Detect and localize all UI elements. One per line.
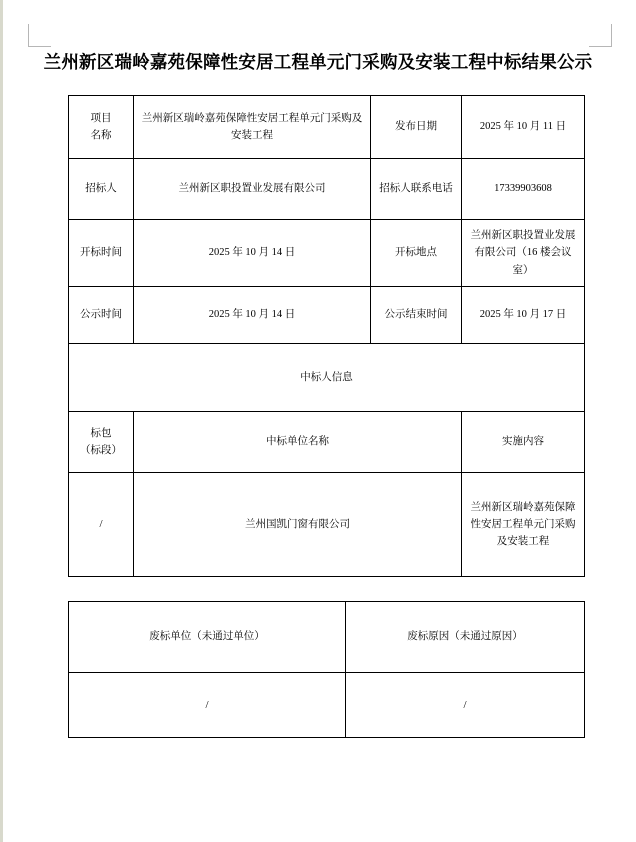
table-row-tenderer <box>69 159 585 220</box>
margin-corner-mark-top-left <box>28 24 51 47</box>
cell-reject-unit-header: 废标单位（未通过单位） <box>69 602 346 673</box>
table-row-winner-subheaders <box>69 412 585 473</box>
project-label-line2: 名称 <box>90 130 112 141</box>
cell-reject-unit-value: / <box>69 673 346 738</box>
table-row-project <box>69 96 585 159</box>
page-edge-strip <box>0 0 3 842</box>
cell-winner-section-title: 中标人信息 <box>69 344 585 412</box>
cell-project-value: 兰州新区瑞岭嘉苑保障性安居工程单元门采购及安装工程 <box>134 96 371 159</box>
page-title: 兰州新区瑞岭嘉苑保障性安居工程单元门采购及安装工程中标结果公示 <box>43 52 593 72</box>
cell-bid-open-place-value: 兰州新区职投置业发展有限公司（16 楼会议室） <box>462 220 585 287</box>
bid-result-table <box>68 95 585 577</box>
package-header-line2: （标段） <box>80 445 122 456</box>
table-row-reject-values <box>69 673 585 738</box>
cell-tenderer-label: 招标人 <box>69 159 134 220</box>
cell-reject-reason-header: 废标原因（未通过原因） <box>346 602 585 673</box>
cell-project-label <box>69 96 134 159</box>
cell-bid-open-time-label: 开标时间 <box>69 220 134 287</box>
cell-publish-date-value: 2025 年 10 月 11 日 <box>462 96 585 159</box>
cell-publicity-start-value: 2025 年 10 月 14 日 <box>134 287 371 344</box>
cell-bid-open-time-value: 2025 年 10 月 14 日 <box>134 220 371 287</box>
cell-bid-open-place-label: 开标地点 <box>371 220 462 287</box>
package-header-line1: 标包 <box>90 427 112 439</box>
cell-tenderer-phone-label: 招标人联系电话 <box>371 159 462 220</box>
cell-publicity-start-label: 公示时间 <box>69 287 134 344</box>
rejected-bid-table <box>68 601 585 738</box>
project-label-line1: 项目 <box>90 112 112 124</box>
cell-winner-unit-name: 兰州国凯门窗有限公司 <box>134 473 462 577</box>
cell-publish-date-label: 发布日期 <box>371 96 462 159</box>
table-row-winner-section-title <box>69 344 585 412</box>
cell-unit-name-header: 中标单位名称 <box>134 412 462 473</box>
cell-publicity-end-label: 公示结束时间 <box>371 287 462 344</box>
cell-package-header <box>69 412 134 473</box>
table-row-reject-headers <box>69 602 585 673</box>
cell-winner-scope: 兰州新区瑞岭嘉苑保障性安居工程单元门采购及安装工程 <box>462 473 585 577</box>
cell-tenderer-value: 兰州新区职投置业发展有限公司 <box>134 159 371 220</box>
cell-publicity-end-value: 2025 年 10 月 17 日 <box>462 287 585 344</box>
cell-winner-package: / <box>69 473 134 577</box>
table-row-bid-open <box>69 220 585 287</box>
table-row-publicity <box>69 287 585 344</box>
table-row-winner <box>69 473 585 577</box>
cell-scope-header: 实施内容 <box>462 412 585 473</box>
margin-corner-mark-top-right <box>589 24 612 47</box>
cell-tenderer-phone-value: 17339903608 <box>462 159 585 220</box>
cell-reject-reason-value: / <box>346 673 585 738</box>
